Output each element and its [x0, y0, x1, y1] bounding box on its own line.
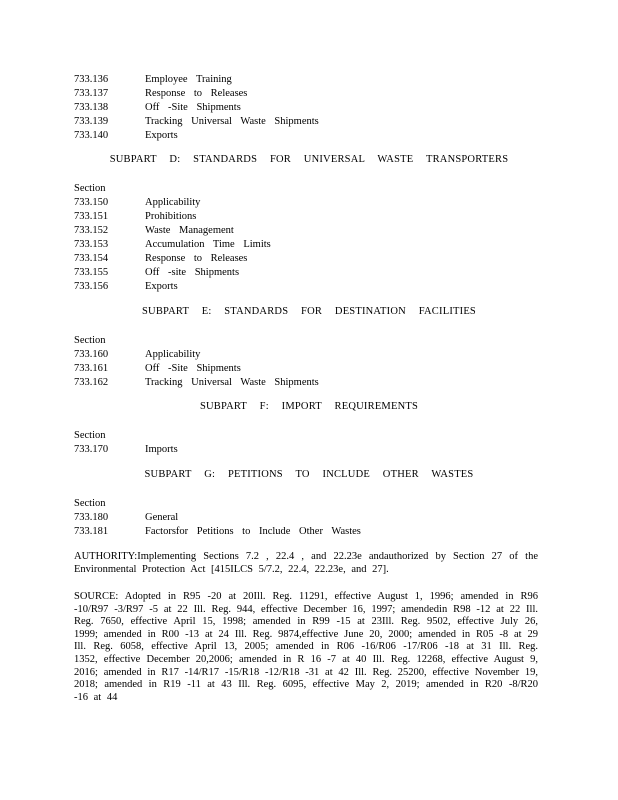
section-title: Applicability [145, 349, 201, 360]
subpart-e-heading: SUBPART E: STANDARDS FOR DESTINATION FACILITIES [142, 306, 476, 317]
section-number: 733.162 [74, 377, 109, 388]
section-number: 733.181 [74, 526, 109, 537]
section-title: Response to Releases [145, 253, 248, 264]
toc-row [74, 87, 554, 101]
section-number: 733.154 [74, 253, 109, 264]
authority-paragraph: AUTHORITY:Implementing Sections 7.2 , 22.4 , and 22.23e andauthorized by Section 27 of the Environmental Protection Act [415ILCS 5/7.2, 22.4, 22.23e, and 27]. [74, 551, 538, 575]
toc-row [74, 376, 554, 390]
section-title: Tracking Universal Waste Shipments [145, 116, 319, 127]
section-title: General [145, 512, 179, 523]
toc-row [74, 129, 554, 143]
toc-row [74, 196, 554, 210]
section-title: Applicability [145, 197, 201, 208]
section-number: 733.161 [74, 363, 109, 374]
subpart-f-heading: SUBPART F: IMPORT REQUIREMENTS [199, 401, 419, 412]
section-title: Response to Releases [145, 88, 248, 99]
section-list-subpart-f [74, 429, 554, 457]
toc-row [74, 443, 554, 457]
section-title: Exports [145, 130, 178, 141]
section-title: Accumulation Time Limits [145, 239, 271, 250]
section-number: 733.155 [74, 267, 109, 278]
section-label: Section [74, 335, 106, 346]
section-number: 733.170 [74, 444, 109, 455]
section-number: 733.136 [74, 74, 109, 85]
section-number: 733.156 [74, 281, 109, 292]
toc-row [74, 73, 554, 87]
subpart-g-heading: SUBPART G: PETITIONS TO INCLUDE OTHER WASTES [144, 469, 474, 480]
toc-row [74, 101, 554, 115]
section-number: 733.137 [74, 88, 109, 99]
section-number: 733.152 [74, 225, 109, 236]
section-list-subpart-c [74, 73, 554, 143]
section-title: Factorsfor Petitions to Include Other Wastes [145, 526, 361, 537]
section-list-subpart-e [74, 334, 554, 390]
section-number: 733.151 [74, 211, 109, 222]
section-title: Tracking Universal Waste Shipments [145, 377, 319, 388]
section-list-subpart-g [74, 497, 554, 539]
section-number: 733.180 [74, 512, 109, 523]
section-title: Imports [145, 444, 178, 455]
section-number: 733.150 [74, 197, 109, 208]
toc-row [74, 210, 554, 224]
section-number: 733.138 [74, 102, 109, 113]
toc-row [74, 525, 554, 539]
toc-row [74, 511, 554, 525]
toc-row [74, 266, 554, 280]
section-title: Exports [145, 281, 178, 292]
section-number: 733.160 [74, 349, 109, 360]
section-title: Prohibitions [145, 211, 197, 222]
section-title: Off -Site Shipments [145, 363, 241, 374]
section-title: Off -Site Shipments [145, 102, 241, 113]
toc-row [74, 115, 554, 129]
section-number: 733.139 [74, 116, 109, 127]
toc-row [74, 348, 554, 362]
section-list-subpart-d [74, 182, 554, 294]
toc-row [74, 252, 554, 266]
section-title: Waste Management [145, 225, 234, 236]
toc-row [74, 224, 554, 238]
toc-row [74, 238, 554, 252]
toc-row [74, 280, 554, 294]
section-label: Section [74, 183, 106, 194]
section-number: 733.140 [74, 130, 109, 141]
section-label: Section [74, 498, 106, 509]
section-title: Off -site Shipments [145, 267, 240, 278]
section-title: Employee Training [145, 74, 232, 85]
source-paragraph: SOURCE: Adopted in R95 -20 at 20Ill. Reg. 11291, effective August 1, 1996; amended in R96 -10/R97 -3/R97 -5 at 22 Ill. Reg. 944, effective December 16, 1997; amendedin R98 -12 at 22 Ill. Reg. 7650, effective April 15, 1998; amended in R99 -15 at 23Ill. Reg. 9502, effective July 26, 1999; amended in R00 -13 at 24 Ill. Reg. 9874,effective June 20, 2000; amended in R05 -8 at 29 Ill. Reg. 6058, effective April 13, 2005; amended in R06 -16/R06 -17/R06 -18 at 31 Ill. Reg. 1352, effective December 20,2006; amended in R 16 -7 at 40 Ill. Reg. 12268, effective August 9, 2016; amended in R17 -14/R17 -15/R18 -12/R18 -31 at 42 Ill. Reg. 25200, effective November 19, 2018; amended in R19 -11 at 43 Ill. Reg. 6095, effective May 2, 2019; amended in R20 -8/R20 -16 at 44 [74, 591, 538, 703]
section-label: Section [74, 430, 106, 441]
subpart-d-heading: SUBPART D: STANDARDS FOR UNIVERSAL WASTE TRANSPORTERS [109, 154, 509, 165]
section-number: 733.153 [74, 239, 109, 250]
toc-row [74, 362, 554, 376]
